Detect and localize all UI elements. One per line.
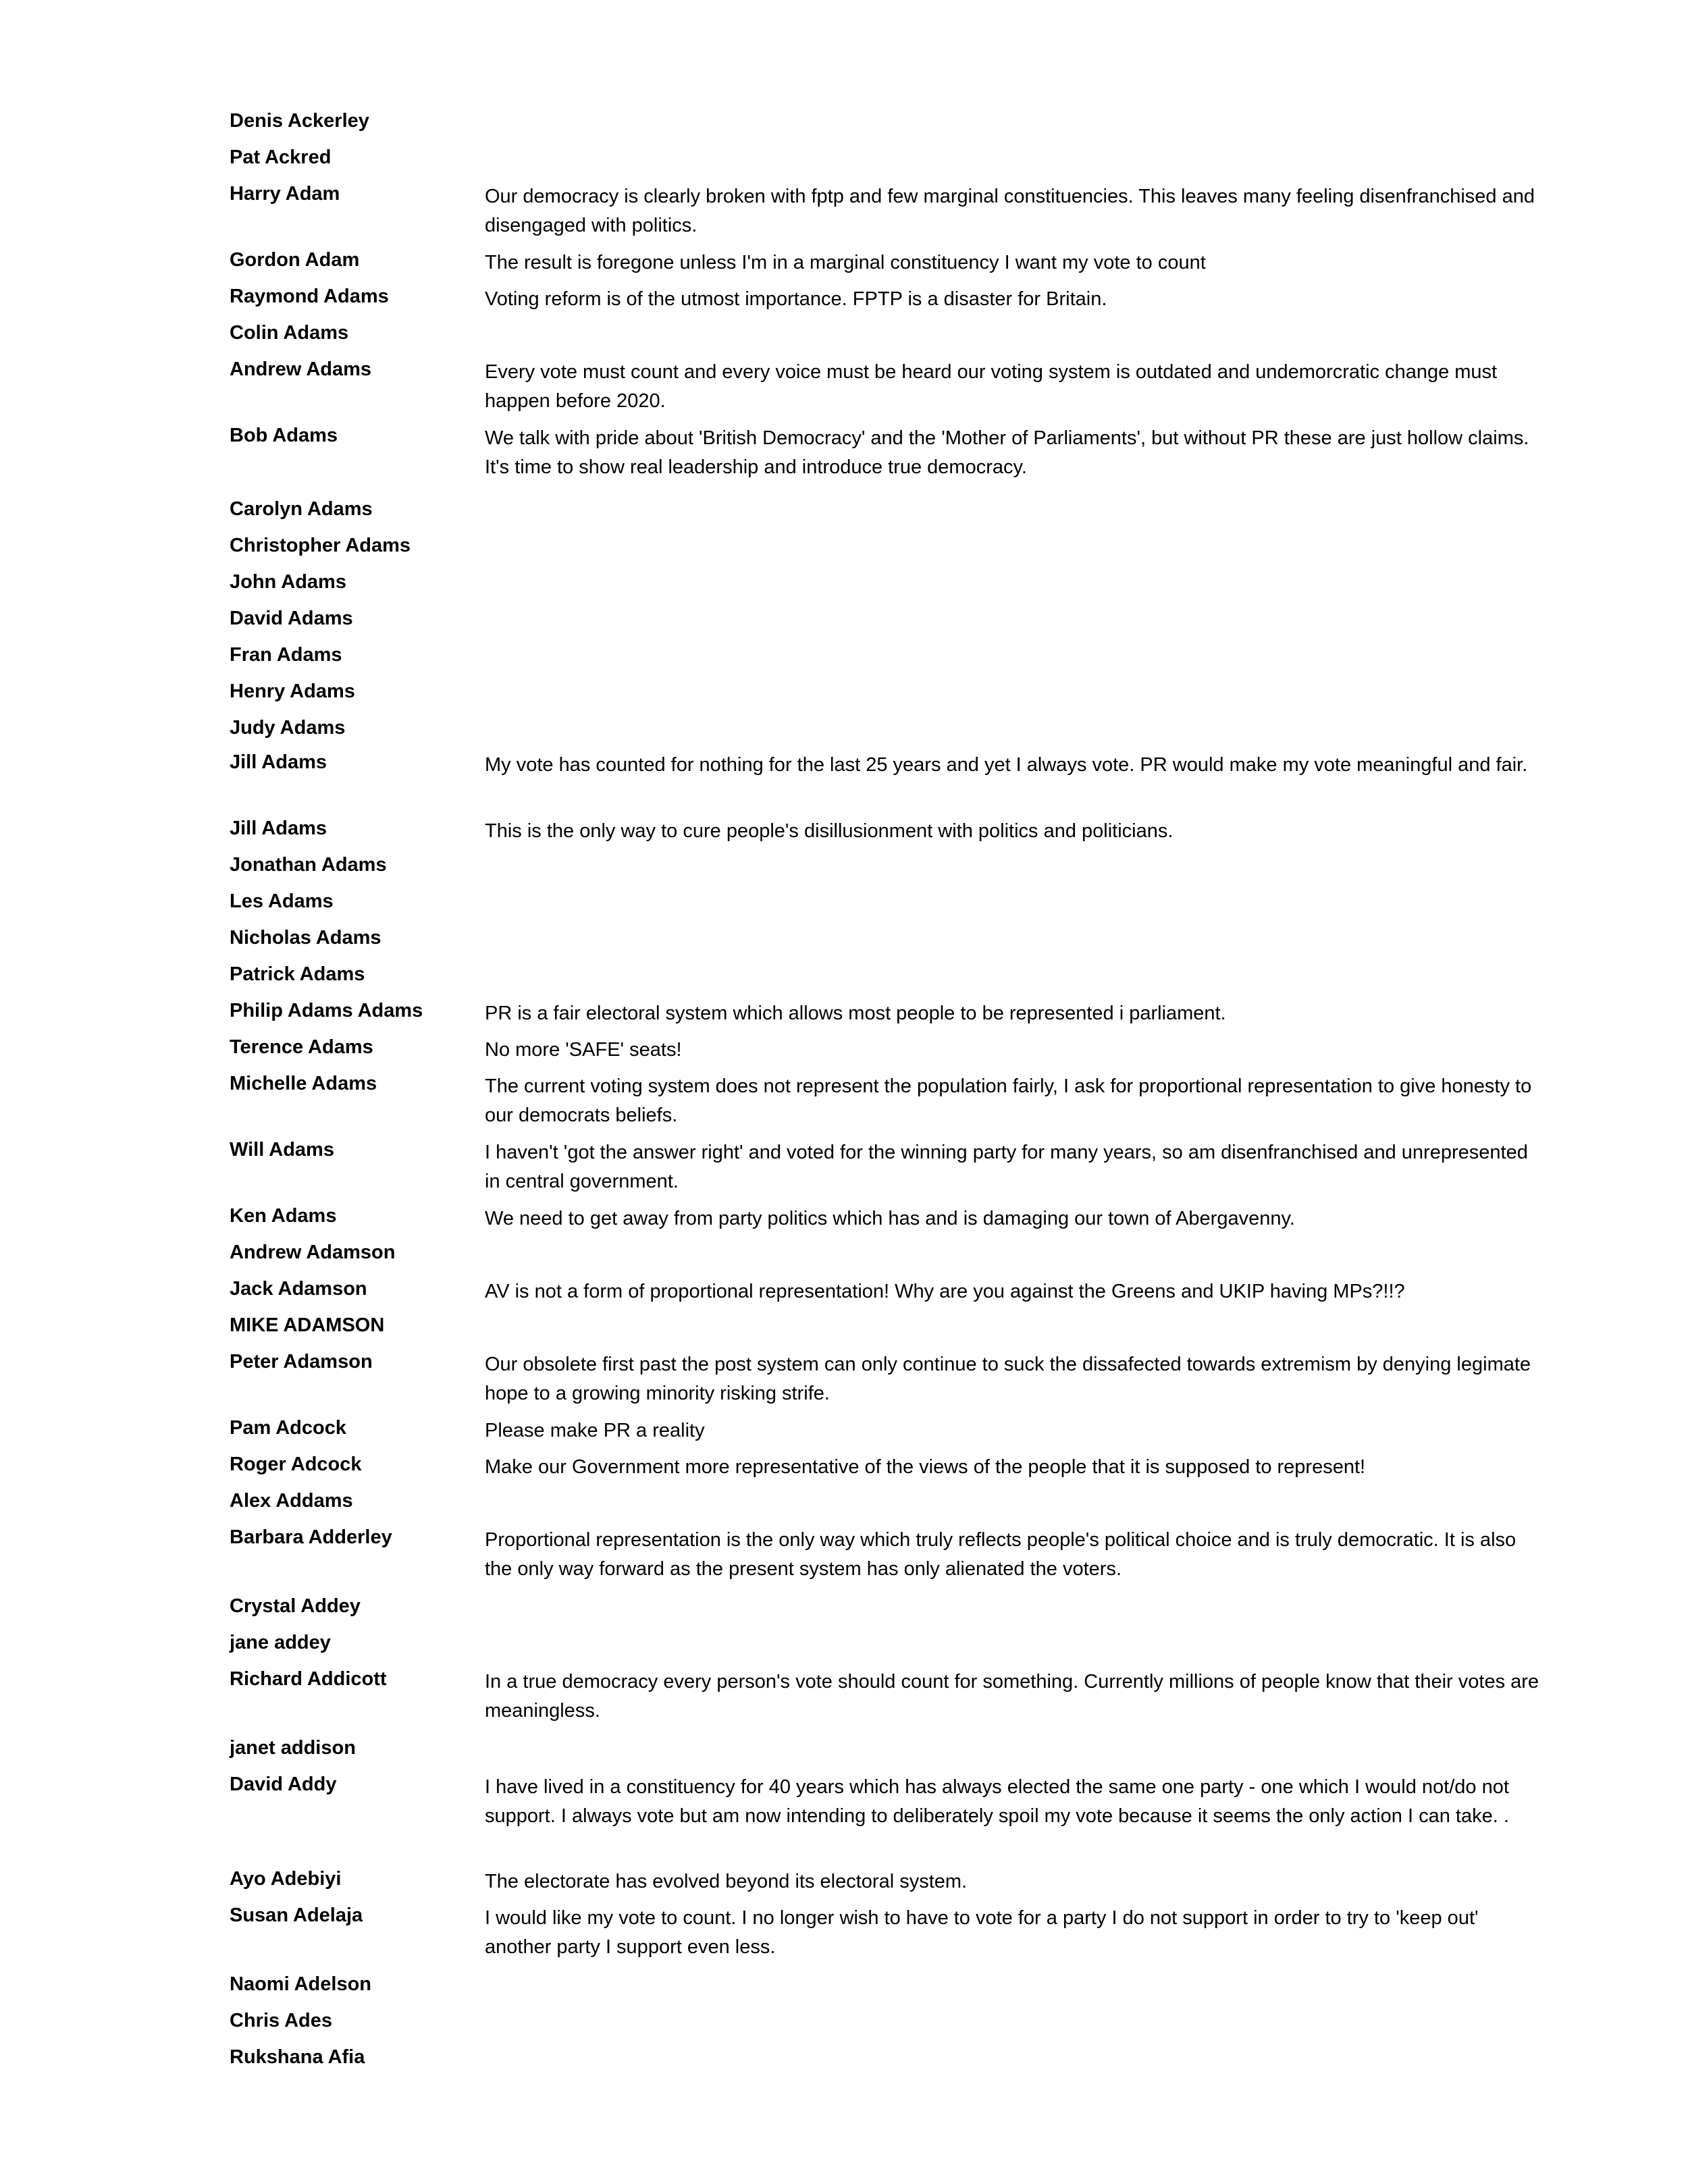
- signatory-name: Fran Adams: [230, 644, 342, 666]
- signatory-name: Bob Adams: [230, 425, 338, 446]
- signatory-name: Judy Adams: [230, 717, 346, 739]
- signatory-name: Will Adams: [230, 1139, 334, 1161]
- signatory-name: Les Adams: [230, 890, 334, 912]
- signatory-comment: Our obsolete first past the post system can only continue to suck the dissafected towards extremism by denying legimate hope to a growing minority risking strife.: [485, 1354, 1531, 1404]
- signatory-comment: No more 'SAFE' seats!: [485, 1039, 682, 1061]
- signatory-comment: The electorate has evolved beyond its electoral system.: [485, 1871, 968, 1892]
- signatory-name: David Addy: [230, 1774, 337, 1795]
- signatory-name: Terence Adams: [230, 1036, 373, 1058]
- signatory-name: Andrew Adams: [230, 358, 372, 380]
- signatory-name: Jill Adams: [230, 751, 327, 773]
- signatory-comment: We talk with pride about 'British Democracy' and the 'Mother of Parliaments', but without PR these are just hollow claims. It's time to show real leadership and introduce true democracy.: [485, 427, 1529, 478]
- signatory-comment: I would like my vote to count. I no longer wish to have to vote for a party I do not support in order to try to 'keep out' another party I support even less.: [485, 1907, 1479, 1958]
- signatory-comment: AV is not a form of proportional representation! Why are you against the Greens and UKIP having MPs?!!?: [485, 1281, 1405, 1302]
- signatory-name: Ken Adams: [230, 1205, 337, 1227]
- signatory-name: janet addison: [230, 1737, 356, 1759]
- signatory-name: Alex Addams: [230, 1490, 353, 1512]
- signatory-name: Chris Ades: [230, 2010, 333, 2031]
- signatory-comment: Make our Government more representative of the views of the people that it is supposed to represent!: [485, 1456, 1366, 1478]
- signatory-name: Richard Addicott: [230, 1668, 387, 1690]
- signatory-name: Roger Adcock: [230, 1454, 362, 1475]
- signatory-name: Rukshana Afia: [230, 2046, 365, 2068]
- signatory-comment: This is the only way to cure people's disillusionment with politics and politicians.: [485, 820, 1173, 842]
- signatory-comment: Please make PR a reality: [485, 1420, 705, 1441]
- signatory-name: Peter Adamson: [230, 1351, 373, 1373]
- signatory-name: Barbara Adderley: [230, 1526, 392, 1548]
- signatory-comment: Voting reform is of the utmost importance. FPTP is a disaster for Britain.: [485, 288, 1107, 310]
- signatory-comment: The current voting system does not represent the population fairly, I ask for proportional representation to give honesty to our democrats beliefs.: [485, 1075, 1532, 1126]
- signatory-name: Jill Adams: [230, 818, 327, 839]
- signatory-comment: In a true democracy every person's vote should count for something. Currently millions of people know that their votes are meaningless.: [485, 1671, 1539, 1722]
- signatory-name: Denis Ackerley: [230, 110, 369, 132]
- signatory-name: Ayo Adebiyi: [230, 1868, 342, 1890]
- signatory-name: David Adams: [230, 608, 353, 629]
- signatory-comment: My vote has counted for nothing for the last 25 years and yet I always vote. PR would make my vote meaningful and fair.: [485, 754, 1528, 776]
- signatory-name: Andrew Adamson: [230, 1242, 396, 1263]
- signatory-name: MIKE ADAMSON: [230, 1314, 385, 1336]
- signatory-name: Michelle Adams: [230, 1073, 377, 1094]
- signatory-name: Naomi Adelson: [230, 1973, 372, 1995]
- signatory-name: Gordon Adam: [230, 249, 360, 271]
- signatory-name: Susan Adelaja: [230, 1905, 363, 1926]
- signatory-comment: Our democracy is clearly broken with fptp and few marginal constituencies. This leaves many feeling disenfranchised and disengaged with politics.: [485, 186, 1535, 236]
- signatory-name: Pat Ackred: [230, 147, 332, 168]
- signatory-name: John Adams: [230, 571, 346, 593]
- signatory-name: jane addey: [230, 1632, 331, 1653]
- signatory-name: Crystal Addey: [230, 1595, 361, 1617]
- signatory-comment: Every vote must count and every voice must be heard our voting system is outdated and undemorcratic change must happen before 2020.: [485, 361, 1498, 412]
- signatory-name: Patrick Adams: [230, 963, 365, 985]
- signatory-name: Jack Adamson: [230, 1278, 367, 1300]
- signatory-name: Nicholas Adams: [230, 927, 381, 949]
- signatory-name: Philip Adams Adams: [230, 1000, 423, 1021]
- signatory-comment: The result is foregone unless I'm in a marginal constituency I want my vote to count: [485, 252, 1206, 273]
- signatory-name: Pam Adcock: [230, 1417, 346, 1439]
- signatory-comment: Proportional representation is the only way which truly reflects people's political choice and is truly democratic. It is also the only way forward as the present system has only alienated the voters.: [485, 1529, 1516, 1580]
- signatory-comment: PR is a fair electoral system which allows most people to be represented i parliament.: [485, 1003, 1226, 1024]
- signatory-name: Harry Adam: [230, 183, 340, 205]
- signatory-name: Carolyn Adams: [230, 498, 373, 520]
- signatory-name: Christopher Adams: [230, 535, 411, 556]
- signatory-name: Jonathan Adams: [230, 854, 387, 876]
- signatory-comment: We need to get away from party politics which has and is damaging our town of Abergavenny.: [485, 1208, 1295, 1229]
- signatory-name: Henry Adams: [230, 681, 355, 702]
- signatory-name: Raymond Adams: [230, 286, 389, 307]
- signatory-comment: I haven't 'got the answer right' and voted for the winning party for many years, so am disenfranchised and unrepresented in central government.: [485, 1142, 1528, 1192]
- signatory-comment: I have lived in a constituency for 40 years which has always elected the same one party - one which I would not/do not support. I always vote but am now intending to deliberately spoil my vote because it seems the only action I can take. .: [485, 1776, 1509, 1827]
- signatory-name: Colin Adams: [230, 322, 349, 344]
